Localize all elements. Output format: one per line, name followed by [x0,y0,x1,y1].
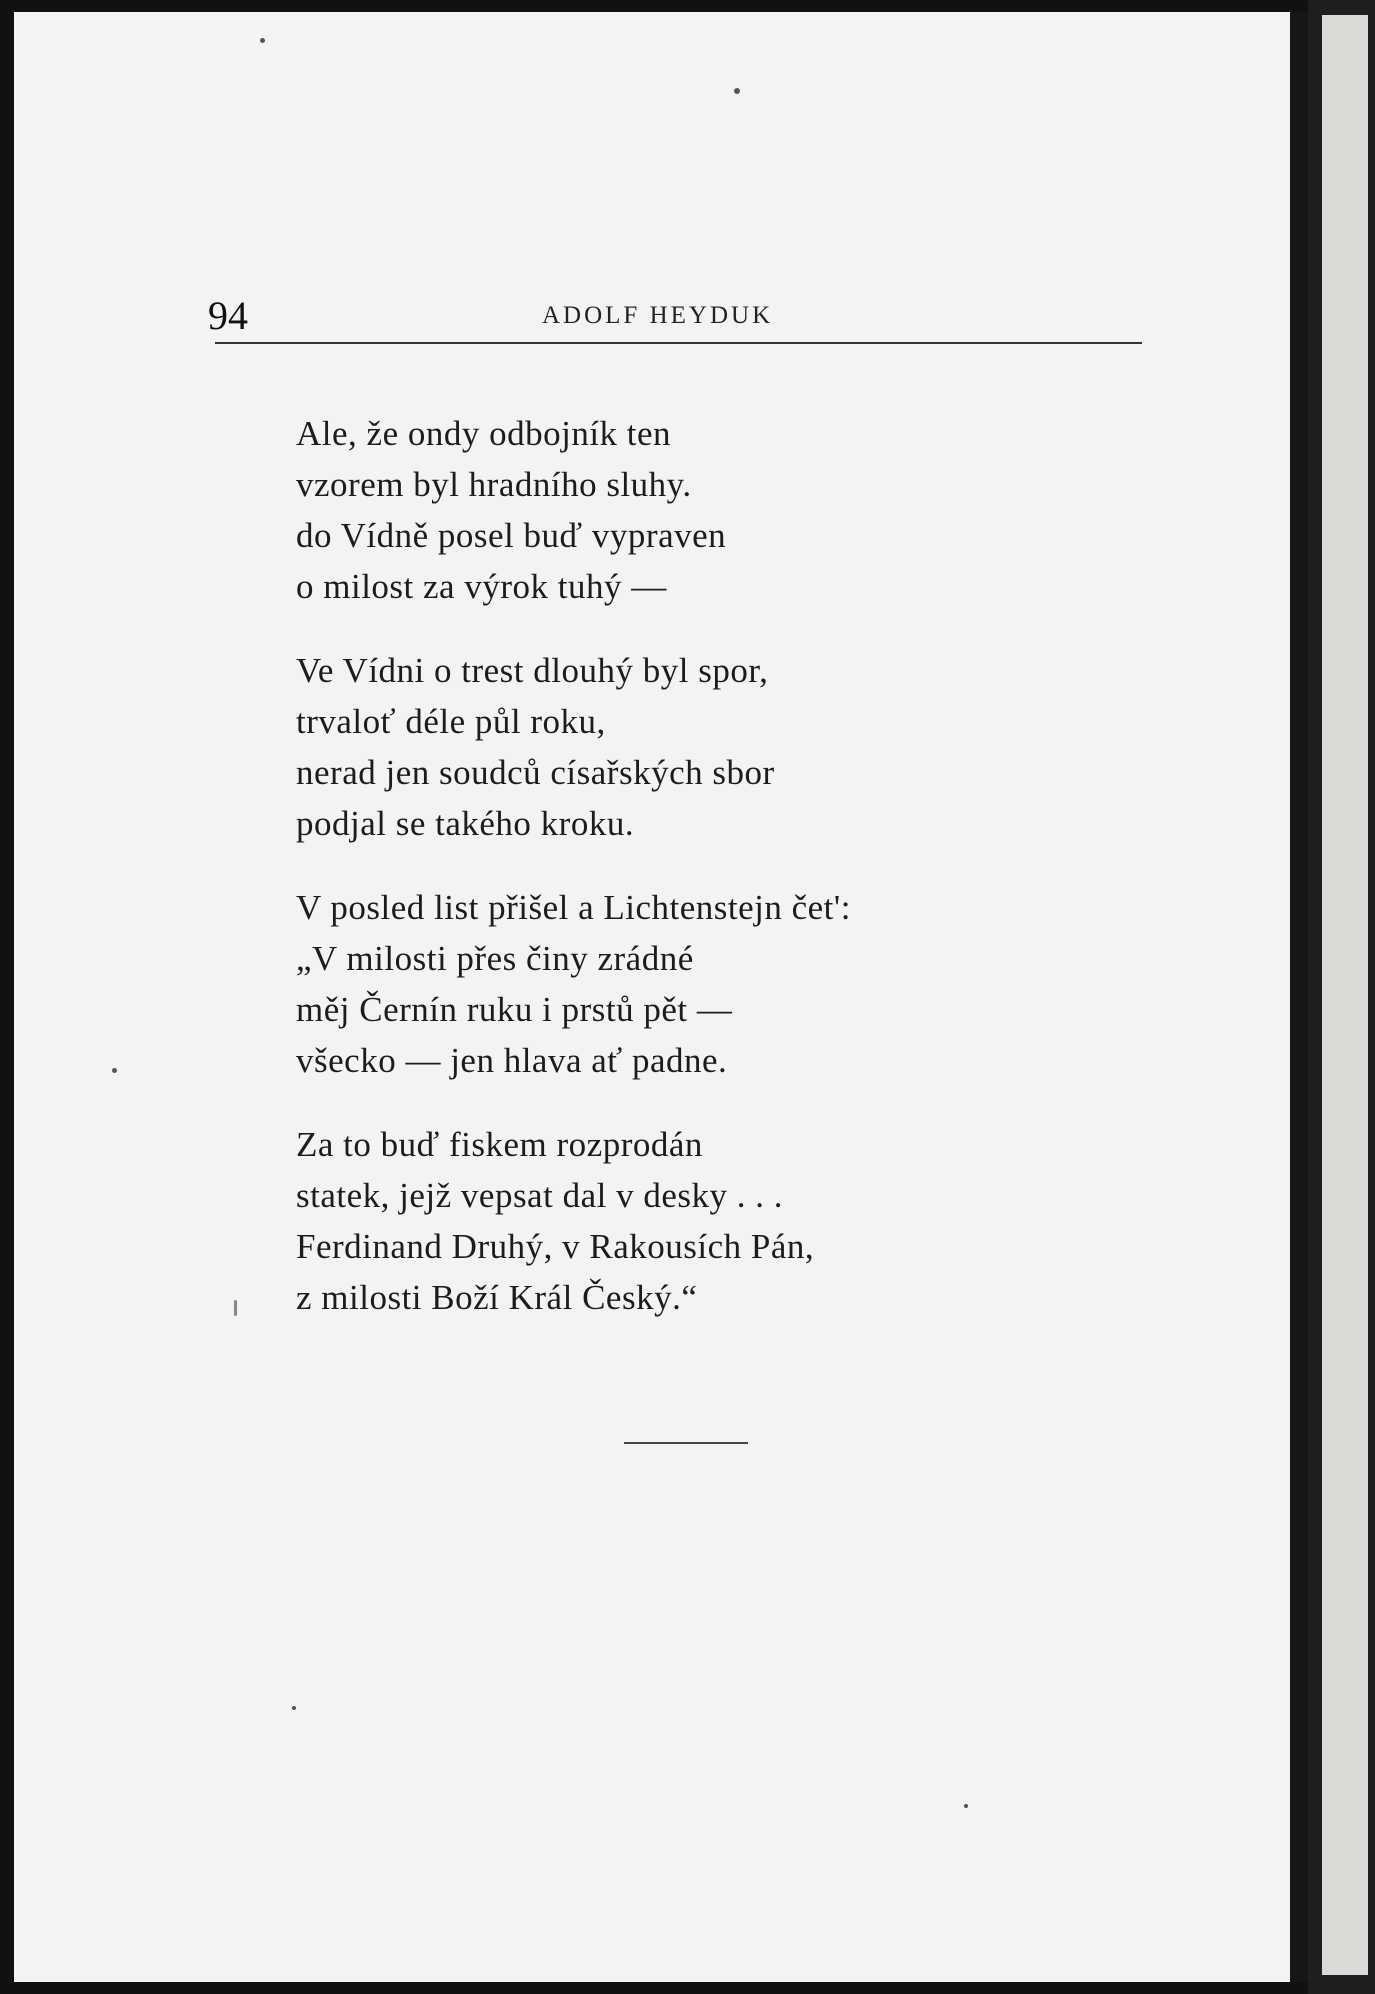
poem [296,408,1096,1356]
poem-line: vzorem byl hradního sluhy. [296,465,692,504]
page-header [196,292,1141,342]
paper-speck [964,1804,968,1808]
poem-line: trvaloť déle půl roku, [296,702,606,741]
stanza [296,645,1096,849]
stanza [296,408,1096,612]
stanza [296,882,1096,1086]
paper-speck [234,1300,237,1316]
header-rule [215,342,1142,344]
paper-speck [734,88,740,94]
running-head: ADOLF HEYDUK [542,302,774,329]
poem-line: měj Černín ruku i prstů pět — [296,990,733,1029]
next-page-edge [1322,15,1368,1975]
poem-line: nerad jen soudců císařských sbor [296,753,775,792]
poem-line: o milost za výrok tuhý — [296,567,667,606]
poem-line: Ale, že ondy odbojník ten [296,414,672,453]
paper-speck [292,1706,296,1710]
poem-line: Ferdinand Druhý, v Rakousích Pán, [296,1227,815,1266]
poem-line: z milosti Boží Král Český.“ [296,1278,698,1317]
stanza [296,1119,1096,1323]
end-rule [624,1442,748,1444]
poem-line: V posled list přišel a Lichtenstejn čet': [296,888,851,927]
poem-line: statek, jejž vepsat dal v desky . . . [296,1176,783,1215]
paper-speck [112,1068,117,1073]
poem-line: „V milosti přes činy zrádné [296,939,694,978]
poem-line: do Vídně posel buď vypraven [296,516,727,555]
paper-speck [260,38,265,43]
page-number: 94 [208,293,248,338]
poem-line: Za to buď fiskem rozprodán [296,1125,703,1164]
page-edge [1290,12,1308,1982]
poem-line: Ve Vídni o trest dlouhý byl spor, [296,651,769,690]
poem-line: všecko — jen hlava ať padne. [296,1041,728,1080]
poem-line: podjal se takého kroku. [296,804,635,843]
